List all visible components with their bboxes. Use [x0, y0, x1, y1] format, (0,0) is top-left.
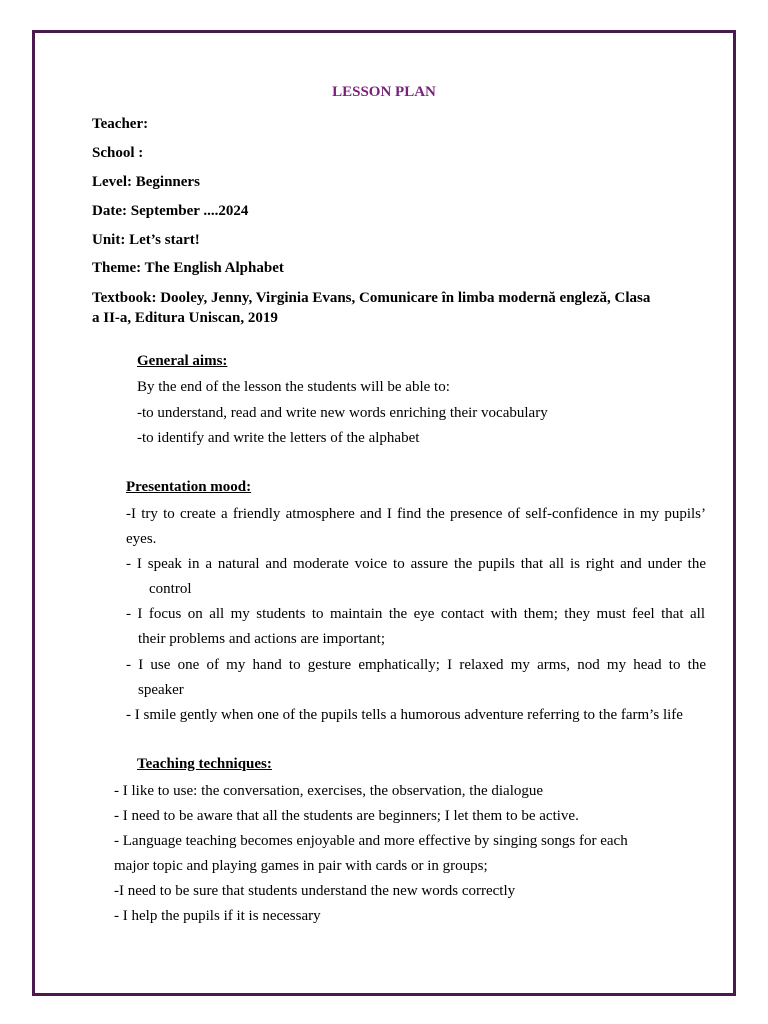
general-aims-line: -to understand, read and write new words enriching their vocabulary: [137, 405, 548, 421]
page-title: LESSON PLAN: [332, 84, 436, 100]
unit-label: Unit: Let’s start!: [92, 232, 200, 248]
teaching-techniques-line: - I like to use: the conversation, exercises, the observation, the dialogue: [114, 783, 544, 799]
presentation-mood-line: - I focus on all my students to maintain the eye contact with them; they must feel that all: [126, 606, 705, 622]
presentation-mood-line: -I try to create a friendly atmosphere and I find the presence of self-confidence in my pupils’: [126, 506, 706, 522]
teaching-techniques-heading: Teaching techniques:: [137, 756, 272, 772]
general-aims-line: By the end of the lesson the students will be able to:: [137, 379, 450, 395]
theme-label: Theme: The English Alphabet: [92, 260, 284, 276]
general-aims-heading: General aims:: [137, 353, 228, 369]
date-label: Date: September ....2024: [92, 203, 249, 219]
teaching-techniques-line: - I need to be aware that all the students are beginners; I let them to be active.: [114, 808, 579, 824]
presentation-mood-line: eyes.: [126, 531, 157, 547]
general-aims-line: -to identify and write the letters of the alphabet: [137, 430, 420, 446]
school-label: School :: [92, 145, 144, 161]
teaching-techniques-line: - I help the pupils if it is necessary: [114, 908, 321, 924]
teaching-techniques-line: major topic and playing games in pair with cards or in groups;: [114, 858, 488, 874]
presentation-mood-heading: Presentation mood:: [126, 479, 252, 495]
teaching-techniques-line: -I need to be sure that students understand the new words correctly: [114, 883, 516, 899]
textbook-line-1: Textbook: Dooley, Jenny, Virginia Evans, Comunicare în limba modernă engleză, Clasa: [92, 290, 651, 306]
presentation-mood-line: control: [149, 581, 192, 597]
presentation-mood-line: - I speak in a natural and moderate voice to assure the pupils that all is right and under the: [126, 556, 706, 572]
presentation-mood-line: - I use one of my hand to gesture emphatically; I relaxed my arms, nod my head to the: [126, 657, 706, 673]
textbook-line-2: a II-a, Editura Uniscan, 2019: [92, 310, 278, 326]
level-label: Level: Beginners: [92, 174, 200, 190]
presentation-mood-line: speaker: [138, 682, 184, 698]
teacher-label: Teacher:: [92, 116, 149, 132]
presentation-mood-line: - I smile gently when one of the pupils tells a humorous adventure referring to the farm’s life: [126, 707, 683, 723]
presentation-mood-line: their problems and actions are important;: [138, 631, 386, 647]
teaching-techniques-line: - Language teaching becomes enjoyable and more effective by singing songs for each: [114, 833, 628, 849]
